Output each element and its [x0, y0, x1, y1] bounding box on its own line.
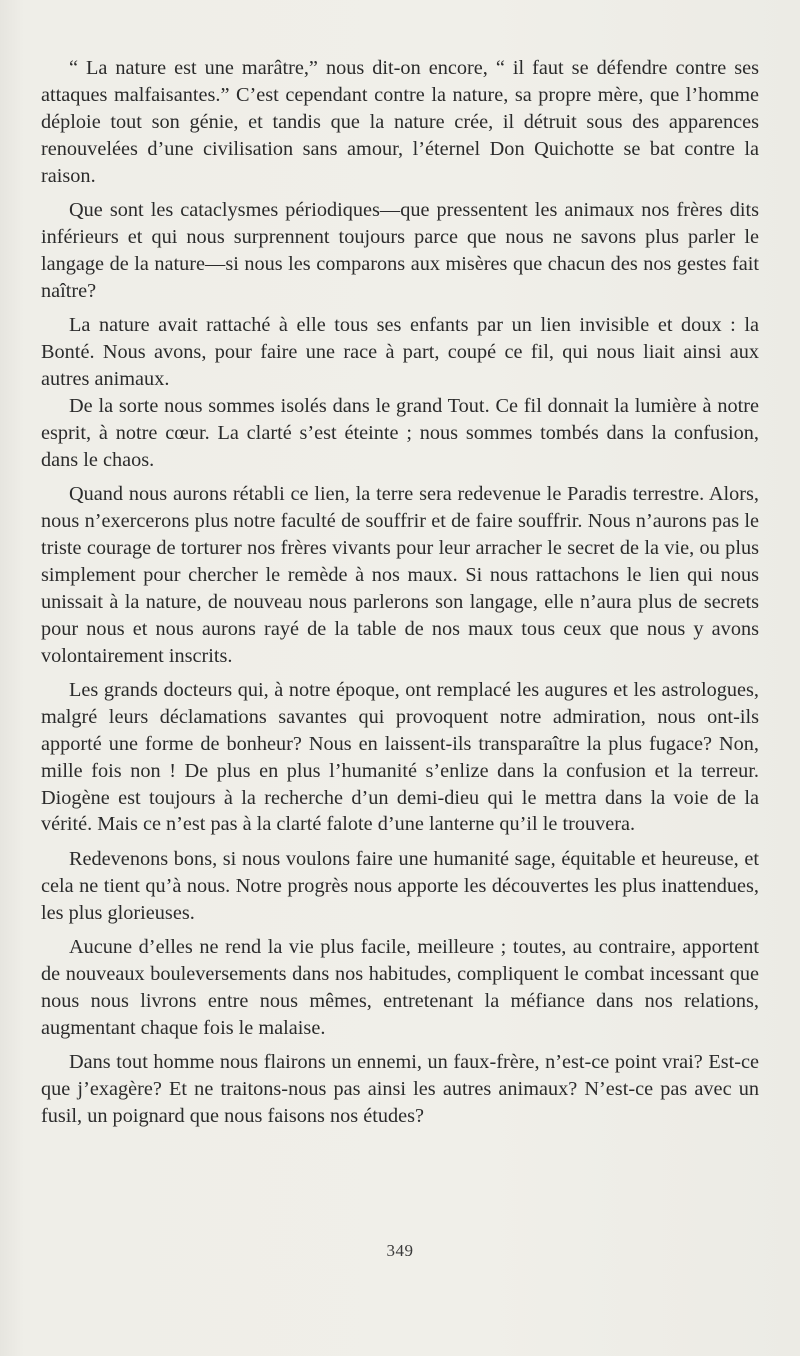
body-text — [41, 55, 759, 1137]
paragraph-5: Quand nous aurons rétabli ce lien, la terre sera redevenue le Paradis terrestre. Alors, nous n’exercerons plus notre faculté de souffrir et de faire souffrir. Nous n’aurons pas le triste courage de torturer nos frères vivants pour leur arracher le secret de la vie, ou plus simplement pour chercher le remède à nos maux. Si nous rattachons le lien qui nous unissait à la nature, de nouveau nous parlerons son langage, elle n’aura plus de secrets pour nous et nous aurons rayé de la table de nos maux tous ceux que nous y avons volontairement inscrits. — [41, 483, 759, 667]
paragraph-7: Redevenons bons, si nous voulons faire une humanité sage, équitable et heureuse, et cela ne tient qu’à nous. Notre progrès nous apporte les découvertes les plus inattendues, les plus glorieuses. — [41, 847, 759, 924]
paragraph-4: De la sorte nous sommes isolés dans le grand Tout. Ce fil donnait la lumière à notre esprit, à notre cœur. La clarté s’est éteinte ; nous sommes tombés dans la confusion, dans le chaos. — [41, 394, 759, 471]
paragraph-3: La nature avait rattaché à elle tous ses enfants par un lien invisible et doux : la Bonté. Nous avons, pour faire une race à part, coupé ce fil, qui nous liait ainsi aux autres animaux. — [41, 314, 759, 390]
paragraph-9: Dans tout homme nous flairons un ennemi, un faux-frère, n’est-ce point vrai? Est-ce que j’exagère? Et ne traitons-nous pas ainsi les autres animaux? N’est-ce pas avec un fusil, un poignard que nous faisons nos études? — [41, 1051, 759, 1128]
page-number: 349 — [386, 1241, 414, 1260]
paragraph-1: “ La nature est une marâtre,” nous dit-on encore, “ il faut se défendre contre ses attaques malfaisantes.” C’est cependant contre la nature, sa propre mère, que l’homme déploie tout son génie, et tandis que la nature crée, il détruit sous des apparences renouvelées d’une civilisation sans amour, l’éternel Don Quichotte se bat contre la raison. — [41, 57, 759, 187]
paragraph-6: Les grands docteurs qui, à notre époque, ont remplacé les augures et les astrologues, malgré leurs déclamations savantes qui provoquent notre admiration, nous ont-ils apporté une forme de bonheur? Nous en laissent-ils transparaître la plus fugace? Non, mille fois non ! De plus en plus l’humanité s’enlize dans la confusion et la terreur. Diogène est toujours à la recherche d’un demi-dieu qui le mettra dans la voie de la vérité. Mais ce n’est pas à la clarté falote d’une lanterne qu’il le trouvera. — [41, 678, 759, 836]
paragraph-8: Aucune d’elles ne rend la vie plus facile, meilleure ; toutes, au contraire, apportent de nouveaux bouleversements dans nos habitudes, compliquent le combat incessant que nous nous livrons entre nous mêmes, entretenant la méfiance dans nos relations, augmentant chaque fois le malaise. — [41, 936, 759, 1039]
paragraph-2: Que sont les cataclysmes périodiques—que pressentent les animaux nos frères dits inférieurs et qui nous surprennent toujours parce que nous ne savons plus parler le langage de la nature—si nous les comparons aux misères que chacun des nos gestes fait naître? — [41, 199, 759, 302]
